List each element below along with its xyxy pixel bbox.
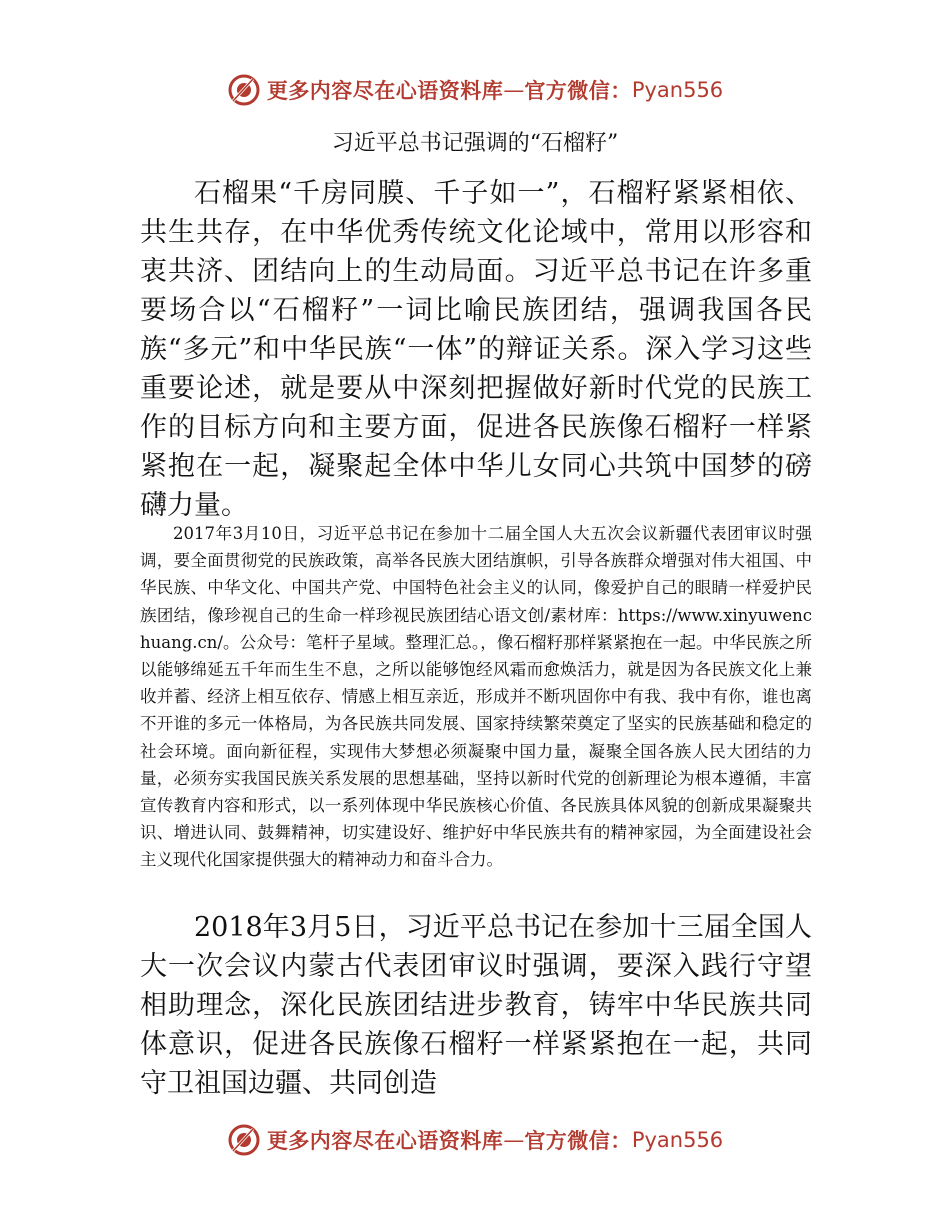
paragraph-intro: 石榴果“千房同膜、千子如一”，石榴籽紧紧相依、共生共存，在中华优秀传统文化论域中，常用以形容和衷共济、团结向上的生动局面。习近平总书记在许多重要场合以“石榴籽”一词比喻民族团结，强调我国各民族“多元”和中华民族“一体”的辩证关系。深入学习这些重要论述，就是要从中深刻把握做好新时代党的民族工作的目标方向和主要方面，促进各民族像石榴籽一样紧紧抱在一起，凝聚起全体中华儿女同心共筑中国梦的磅礴力量。 xyxy=(140,178,812,521)
banner-account: Pyan556 xyxy=(631,1128,724,1152)
banner-brand-text: 更多内容尽在心语资料库 xyxy=(266,1129,504,1153)
paragraph-2017: 2017年3月10日，习近平总书记在参加十二届全国人大五次会议新疆代表团审议时强调，要全面贯彻党的民族政策，高举各民族大团结旗帜，引导各族群众增强对伟大祖国、中华民族、中华文化、中国共产党、中国特色社会主义的认同，像爱护自己的眼睛一样爱护民族团结，像珍视自己的生命一样珍视民族团结心语文创/素材库：https://www.xinyuwenchuang.cn/。公众号：笔杆子星域。整理汇总。，像石榴籽那样紧紧抱在一起。中华民族之所以能够绵延五千年而生生不息，之所以能够饱经风霜而愈焕活力，就是因为各民族文化上兼收并蓄、经济上相互依存、情感上相互亲近，形成并不断巩固你中有我、我中有你，谁也离不开谁的多元一体格局，为各民族共同发展、国家持续繁荣奠定了坚实的民族基础和稳定的社会环境。面向新征程，实现伟大梦想必须凝聚中国力量，凝聚全国各族人民大团结的力量，必须夯实我国民族关系发展的思想基础，坚持以新时代党的创新理论为根本遵循，丰富宣传教育内容和形式，以一系列体现中华民族核心价值、各民族具体风貌的创新成果凝聚共识、增进认同、鼓舞精神，切实建设好、维护好中华民族共有的精神家园，为全面建设社会主义现代化国家提供强大的精神动力和奋斗合力。 xyxy=(140,524,812,870)
banner-wechat-label: 官方微信： xyxy=(524,79,632,103)
brand-logo-icon xyxy=(227,1123,261,1157)
footer-banner xyxy=(0,1120,950,1160)
banner-brand-text: 更多内容尽在心语资料库 xyxy=(266,79,504,103)
banner-dash: — xyxy=(503,78,525,102)
banner-dash: — xyxy=(503,1128,525,1152)
banner-wechat-label: 官方微信： xyxy=(524,1129,632,1153)
header-banner xyxy=(0,70,950,110)
banner-account: Pyan556 xyxy=(631,78,724,102)
paragraph-2018: 2018年3月5日，习近平总书记在参加十三届全国人大一次会议内蒙古代表团审议时强调，要深入践行守望相助理念，深化民族团结进步教育，铸牢中华民族共同体意识，促进各民族像石榴籽一样紧紧抱在一起，共同守卫祖国边疆、共同创造 xyxy=(140,912,812,1099)
brand-logo-icon xyxy=(227,73,261,107)
document-title: 习近平总书记强调的“石榴籽” xyxy=(331,131,619,156)
